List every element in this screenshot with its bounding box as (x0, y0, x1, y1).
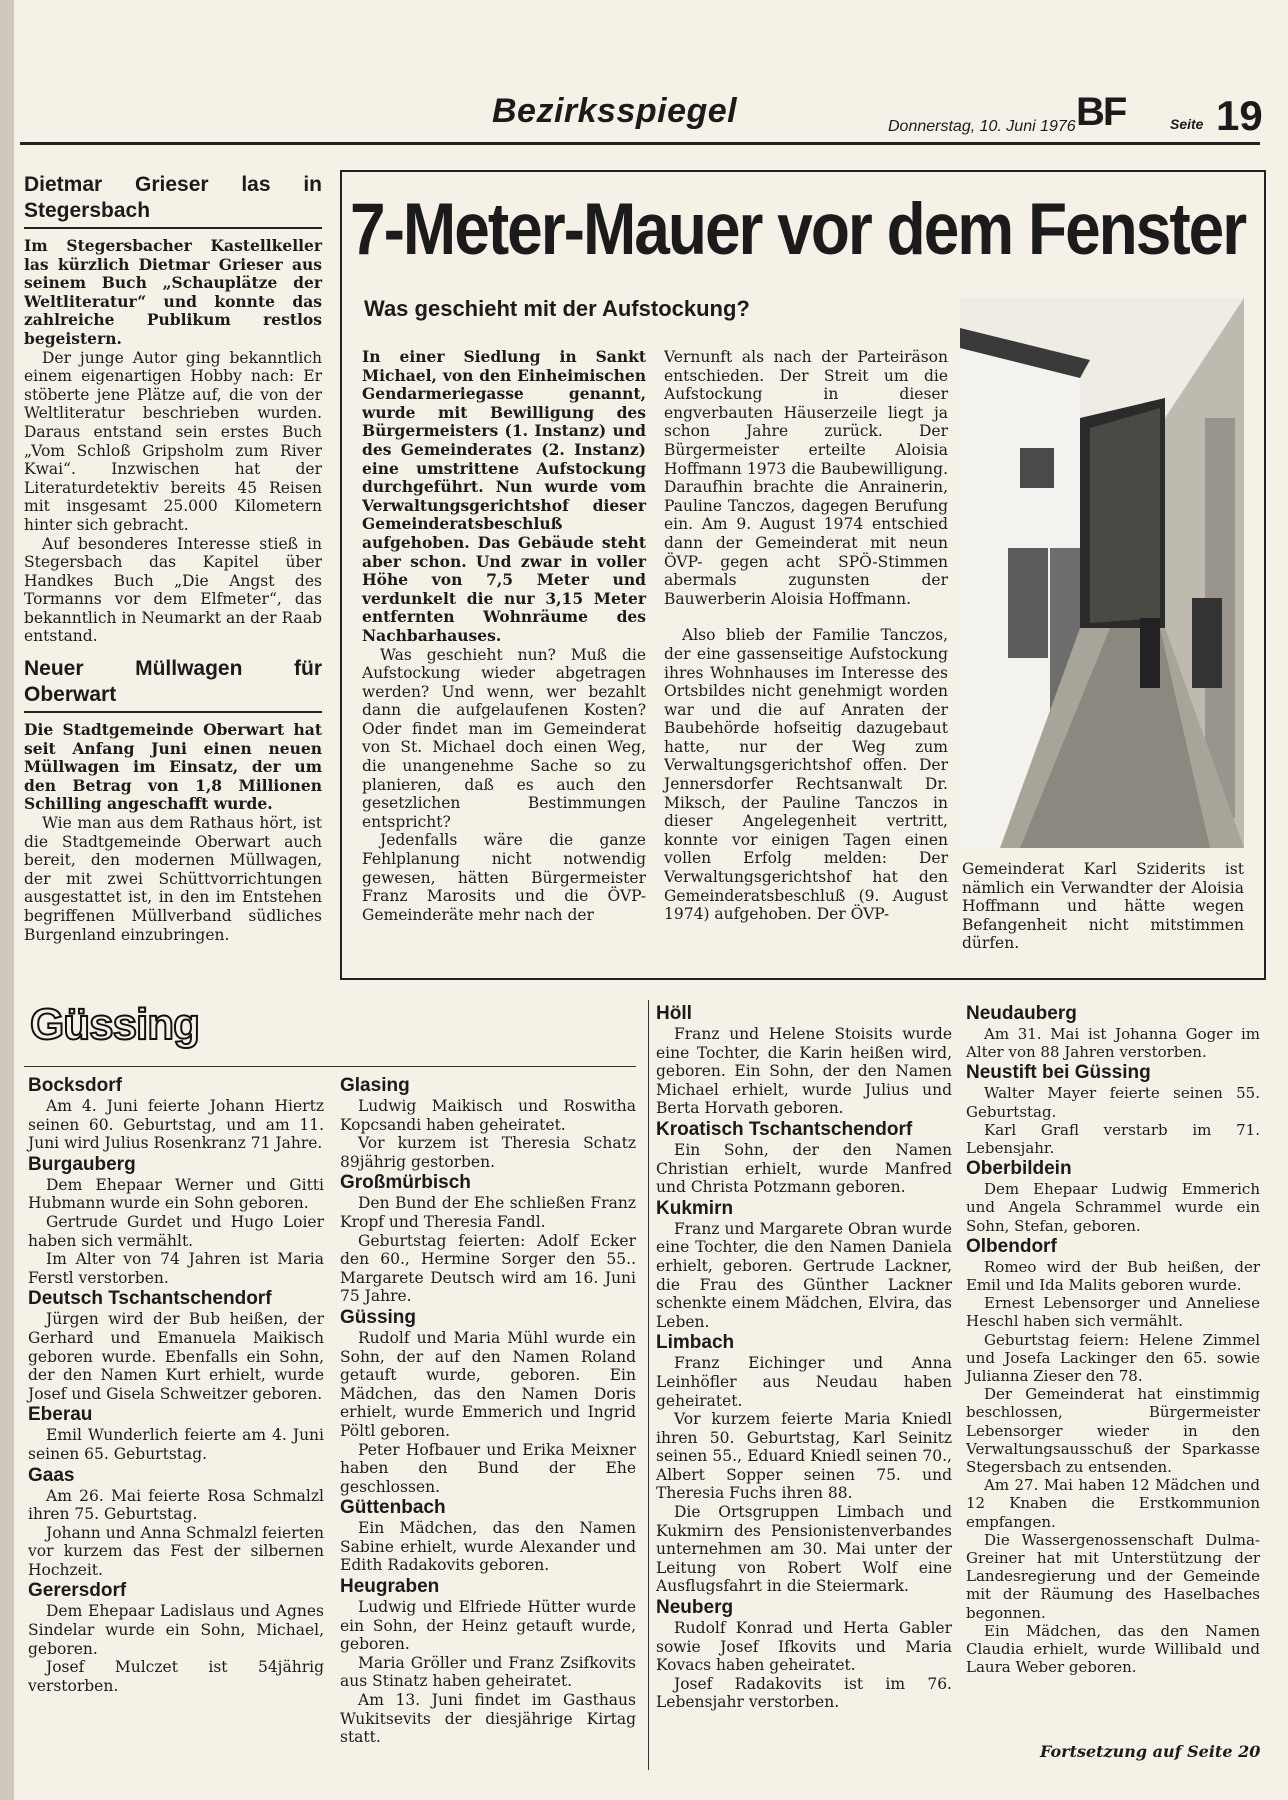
entry-text: Geburtstag feiern: Helene Zimmel und Josefa Lackinger den 65. sowie Julianna Zieser den 78. (966, 1330, 1260, 1386)
paper-logo: BF (1076, 90, 1126, 134)
section-title: Bezirksspiegel (492, 92, 738, 130)
entry-text: Maria Gröller und Franz Zsifkovits aus Stinatz haben geheiratet. (340, 1653, 636, 1691)
entry-text: Dem Ehepaar Werner und Gitti Hubmann wurde ein Sohn geboren. (28, 1175, 324, 1213)
entry-text: Ludwig und Elfriede Hütter wurde ein Sohn, der Heinz getauft wurde, geboren. (340, 1598, 636, 1654)
entry-text: Den Bund der Ehe schließen Franz Kropf und Theresia Fandl. (340, 1194, 636, 1231)
article-lead: Im Stegersbacher Kastellkeller las kürzlich Dietmar Grieser aus seinem Buch „Schauplätze der Weltliteratur“ und konnte das zahlreiche Publikum restlos begeistern. (24, 236, 322, 348)
place-name: Heugraben (340, 1576, 440, 1598)
entry-guessing (340, 1306, 636, 1496)
page-label: Seite (1170, 116, 1204, 132)
entry-text: Ludwig Maikisch und Roswitha Kopcsandi haben geheiratet. (340, 1097, 636, 1134)
article-lead: Die Stadtgemeinde Oberwart hat seit Anfang Juni einen neuen Müllwagen im Einsatz, der um den Betrag von 1,8 Millionen Schilling angeschafft wurde. (24, 720, 322, 814)
entry-text: Die Ortsgruppen Limbach und Kukmirn des Pensionistenverbandes unternehmen am 30. Mai unter der Leitung von Robert Wolf eine Ausflugsfahrt in die Steiermark. (656, 1503, 952, 1596)
place-name: Neuberg (656, 1597, 734, 1619)
entry-kukmirn (656, 1197, 952, 1332)
entry-text: Dem Ehepaar Ladislaus und Agnes Sindelar wurde ein Sohn, Michael, geboren. (28, 1602, 324, 1658)
district-logo: Güssing (30, 1000, 200, 1049)
entry-heugraben (340, 1575, 636, 1747)
main-lead: In einer Siedlung in Sankt Michael, von den Einheimischen Gendarmeriegasse genannt, wurde mit Bewilligung des Bürgermeisters (1. Instanz) und des Gemeinderates (2. Instanz) eine umstrittene Aufstockung durchgeführt. Nun wurde vom Verwaltungsgerichtshof dieser Gemeinderatsbeschluß aufgehoben. Das Gebäude steht aber schon. Und zwar in voller Höhe von 7,5 Meter und verdunkelt die nur 3,15 Meter entfernten Wohnräume des Nachbarhauses. (362, 347, 646, 645)
photo-caption: Gemeinderat Karl Sziderits ist nämlich ein Verwandter der Aloisia Hoffmann und hätte wegen Befangenheit nicht mitstimmen dürfen. (962, 860, 1244, 953)
place-name: Olbendorf (966, 1235, 1057, 1257)
place-name: Kroatisch Tschantschendorf (656, 1118, 913, 1140)
article-title-grieser: Dietmar Grieser las in Stegersbach (24, 173, 322, 222)
article-paragraph: Wie man aus dem Rathaus hört, ist die Stadtgemeinde Oberwart auch bereit, den modernen Müllwagen, der mit zwei Schüttvorrichtungen ausgestattet ist, in den im Entstehen begriffenen Müllverband südliches Burgenland einzubringen. (24, 814, 322, 944)
place-name: Burgauberg (28, 1153, 136, 1175)
place-name: Höll (656, 1003, 692, 1024)
entry-text: Peter Hofbauer und Erika Meixner haben den Bund der Ehe geschlossen. (340, 1440, 636, 1496)
entry-glasing (340, 1074, 636, 1171)
entry-text: Am 27. Mai haben 12 Mädchen und 12 Knaben die Erstkommunion empfangen. (966, 1476, 1260, 1531)
main-col-1 (362, 348, 646, 924)
entry-text: Jürgen wird der Bub heißen, der Gerhard und Emanuela Maikisch geboren wurde. Ebenfalls ein Sohn, der den Namen Kurt erhielt, wurde Josef und Gisela Schweitzer geboren. (28, 1310, 324, 1403)
entry-text: Ein Mädchen, das den Namen Sabine erhielt, wurde Alexander und Edith Radakovits geboren. (340, 1519, 636, 1575)
entry-limbach (656, 1331, 952, 1596)
article-title-muellwagen: Neuer Müllwagen für Oberwart (24, 657, 322, 707)
entry-burgauberg (28, 1153, 324, 1288)
entry-text: Franz und Margarete Obran wurde eine Tochter, die den Namen Daniela erhielt, geboren. Gertrude Lackner, die Frau des Günther Lackner schenkte einem Mädchen, Elvira, das Leben. (656, 1219, 952, 1331)
title-rule (24, 227, 322, 229)
main-headline: 7-Meter-Mauer vor dem Fenster (350, 187, 1246, 270)
entry-text: Am 4. Juni feierte Johann Hiertz seinen 60. Geburtstag, und am 11. Juni wird Julius Rosenkranz 71 Jahre. (28, 1097, 324, 1153)
entry-text: Der Gemeinderat hat einstimmig beschlossen, Bürgermeister Lebensorger wieder in den Verwaltungsausschuß der Sparkasse Stegersbach zu entsenden. (966, 1385, 1260, 1477)
entry-text: Im Alter von 74 Jahren ist Maria Ferstl verstorben. (28, 1250, 324, 1287)
place-name: Kukmirn (656, 1197, 734, 1219)
place-name: Gerersdorf (28, 1580, 127, 1602)
place-name: Güttenbach (340, 1497, 446, 1519)
entry-text: Vor kurzem feierte Maria Kniedl ihren 50. Geburtstag, Karl Seinitz seinen 55., Eduard Kniedl seinen 70., Albert Sopper seinen 75. und Theresia Fuchs ihren 88. (656, 1410, 952, 1503)
continued-note: Fortsetzung auf Seite 20 (1040, 1742, 1261, 1761)
entry-text: Emil Wunderlich feierte am 4. Juni seinen 65. Geburtstag. (28, 1426, 324, 1463)
entry-text: Karl Grafl verstarb im 71. Lebensjahr. (966, 1120, 1260, 1158)
entry-text: Franz Eichinger und Anna Leinhöfler aus Neudau haben geheiratet. (656, 1354, 952, 1410)
place-name: Eberau (28, 1404, 93, 1426)
entry-deutsch-tschantschendorf (28, 1287, 324, 1403)
page-number: 19 (1216, 92, 1263, 139)
entry-grossmuerbisch (340, 1171, 636, 1306)
main-deck: Was geschieht mit der Aufstockung? (364, 296, 750, 321)
main-paragraph: Also blieb der Familie Tanczos, der eine gassenseitige Aufstockung ihres Wohnhauses im Interesse des Ortsbildes nicht genehmigt worden war und die auf Anraten der Baubehörde hofseitig dazugebaut hatte, nur der Weg zum Verwaltungsgerichtshof offen. Der Jennersdorfer Rechtsanwalt Dr. Miksch, der Pauline Tanczos in dieser Angelegenheit vertritt, konnte vor einigen Tagen einen vollen Erfolg melden: Der Verwaltungsgerichtshof hat den Gemeinderatsbeschluß (9. August 1974) aufgehoben. Der ÖVP- (664, 626, 948, 924)
place-name: Glasing (340, 1075, 410, 1096)
entry-gaas (28, 1464, 324, 1580)
entry-text: Dem Ehepaar Ludwig Emmerich und Angela Schrammel wurde ein Sohn, Stefan, geboren. (966, 1180, 1260, 1235)
column-divider (648, 1000, 649, 1770)
entry-kroatisch-tschantschendorf (656, 1118, 952, 1197)
issue-date: Donnerstag, 10. Juni 1976 (888, 118, 1076, 135)
entry-text: Am 13. Juni findet im Gasthaus Wukitsevits der diesjährige Kirtag statt. (340, 1691, 636, 1747)
title-rule (24, 711, 322, 713)
article-paragraph: Auf besonderes Interesse stieß in Stegersbach das Kapitel über Handkes Buch „Die Angst des Tormanns vor dem Elfmeter“, das bekanntlich in Neumarkt an der Raab entstand. (24, 534, 322, 646)
entry-text: Geburtstag feierten: Adolf Ecker den 60., Hermine Sorger den 55.. Margarete Deutsch wird am 16. Juni 75 Jahre. (340, 1231, 636, 1306)
place-name: Gaas (28, 1464, 75, 1486)
place-name: Deutsch Tschantschendorf (28, 1288, 272, 1310)
entry-hoell (656, 1002, 952, 1118)
entry-text: Ein Sohn, der den Namen Christian erhielt, wurde Manfred und Christa Potzmann geboren. (656, 1140, 952, 1197)
place-name: Limbach (656, 1332, 735, 1354)
house-photo (960, 298, 1244, 848)
entry-bocksdorf (28, 1074, 324, 1153)
entry-text: Romeo wird der Bub heißen, der Emil und Ida Malits geboren wurde. (966, 1257, 1260, 1295)
entry-text: Ernest Lebensorger und Anneliese Heschl haben sich vermählt. (966, 1294, 1260, 1331)
page-edge (0, 0, 14, 1800)
entry-text: Johann und Anna Schmalzl feierten vor kurzem das Fest der silbernen Hochzeit. (28, 1523, 324, 1579)
entry-eberau (28, 1403, 324, 1463)
entry-text: Walter Mayer feierte seinen 55. Geburtstag. (966, 1084, 1260, 1121)
entry-text: Franz und Helene Stoisits wurde eine Tochter, die Karin heißen wird, geboren. Ein Sohn, der den Namen Michael erhielt, wurde Julius und Berta Horvath geboren. (656, 1025, 952, 1118)
article-paragraph: Der junge Autor ging bekanntlich einem eigenartigen Hobby nach: Er stöberte jene Plätze auf, die von der Weltliteratur beschrieben wurden. Daraus entstand sein erstes Buch „Vom Schloß Gripsholm zum River Kwai“. Inzwischen hat der Literaturdetektiv bereits 45 Reisen mit insgesamt 25.000 Kilometern hinter sich gebracht. (24, 348, 322, 534)
entry-guettenbach (340, 1496, 636, 1575)
left-column (24, 172, 322, 944)
district-col-3 (656, 1002, 952, 1712)
district-rule (24, 1066, 636, 1067)
entry-text: Vor kurzem ist Theresia Schatz 89jährig gestorben. (340, 1134, 636, 1171)
place-name: Bocksdorf (28, 1075, 122, 1096)
entry-text: Ein Mädchen, das den Namen Claudia erhielt, wurde Willibald und Laura Weber geboren. (966, 1621, 1260, 1677)
place-name: Großmürbisch (340, 1172, 471, 1194)
entry-text: Gertrude Gurdet und Hugo Loier haben sich vermählt. (28, 1212, 324, 1250)
entry-neustift (966, 1061, 1260, 1157)
main-paragraph: Was geschieht nun? Muß die Aufstockung wieder abgetragen werden? Und wenn, wer bezahlt dann die aufgelaufenen Kosten? Oder findet man im Gemeinderat von St. Michael doch einen Weg, die unangenehme Sache so zu planieren, daß es auch den gesetzlichen Bestimmungen entspricht? (362, 645, 646, 831)
entry-neudauberg (966, 1002, 1260, 1061)
district-col-2 (340, 1074, 636, 1747)
place-name: Oberbildein (966, 1158, 1072, 1180)
place-name: Güssing (340, 1306, 417, 1328)
main-paragraph: Jedenfalls wäre die ganze Fehlplanung nicht notwendig gewesen, hätten Bürgermeister Franz Marosits und die ÖVP-Gemeinderäte mehr nach der (362, 831, 646, 924)
entry-text: Am 31. Mai ist Johanna Goger im Alter von 88 Jahren verstorben. (966, 1025, 1260, 1062)
entry-text: Am 26. Mai feierte Rosa Schmalzl ihren 75. Geburtstag. (28, 1486, 324, 1524)
header-rule (20, 142, 1260, 145)
district-col-1 (28, 1074, 324, 1695)
entry-olbendorf (966, 1235, 1260, 1677)
entry-gerersdorf (28, 1579, 324, 1695)
entry-neuberg (656, 1596, 952, 1712)
place-name: Neustift bei Güssing (966, 1062, 1151, 1084)
entry-text: Josef Mulczet ist 54jährig verstorben. (28, 1658, 324, 1695)
place-name: Neudauberg (966, 1003, 1077, 1024)
main-paragraph: Vernunft als nach der Parteiräson entschieden. Der Streit um die Aufstockung in dieser engverbauten Häuserzeile liegt ja schon Jahre zurück. Der Bürgermeister erteilte Aloisia Hoffmann 1973 die Baubewilligung. Daraufhin brachte die Anrainerin, Pauline Tanczos, dagegen Berufung ein. Am 9. August 1974 entschied dann der Gemeinderat mit neun ÖVP- gegen acht SPÖ-Stimmen abermals zugunsten der Bauwerberin Aloisia Hoffmann. (664, 348, 948, 608)
entry-text: Die Wassergenossenschaft Dulma-Greiner hat mit Unterstützung der Landesregierung und der Gemeinde mit der Räumung des Haselbaches begonnen. (966, 1530, 1260, 1622)
entry-text: Rudolf und Maria Mühl wurde ein Sohn, der auf den Namen Roland getauft wurde, geboren. Ein Mädchen, das den Namen Doris erhielt, wurde Emmerich und Ingrid Pöltl geboren. (340, 1328, 636, 1440)
main-col-2 (664, 348, 948, 924)
district-col-4 (966, 1002, 1260, 1677)
entry-text: Rudolf Konrad und Herta Gabler sowie Josef Ifkovits und Maria Kovacs haben geheiratet. (656, 1619, 952, 1675)
entry-text: Josef Radakovits ist im 76. Lebensjahr verstorben. (656, 1674, 952, 1712)
entry-oberbildein (966, 1157, 1260, 1235)
